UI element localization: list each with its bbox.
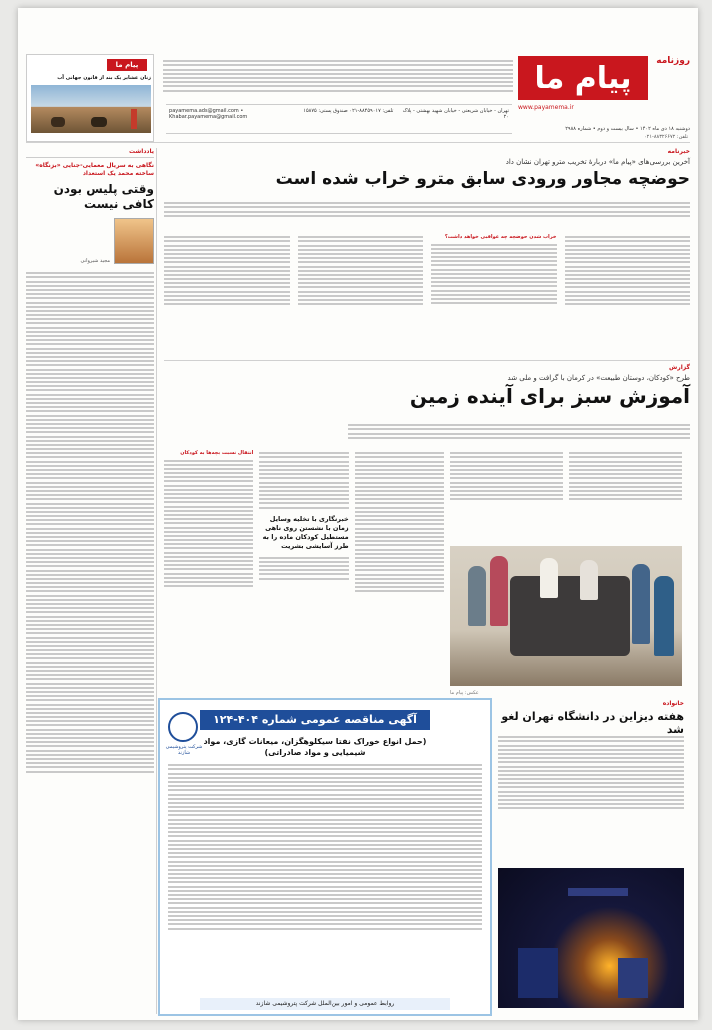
masthead-phone: تلفن: ۸۸۳۲۶۶۷۲-۰۲۱ [643,134,688,140]
lead-story [164,148,690,189]
contact-bar [166,104,512,134]
second-columns [450,450,682,540]
lead-body-top [164,200,690,230]
left-column [26,148,154,1008]
left-headline: وقتی پلیس بودن کافی نیست [53,182,154,211]
masthead-staff-box [163,58,513,98]
second-headline: آموزش سبز برای آینده زمین [409,384,690,408]
author-name: مجید شیروانی [80,258,110,264]
second-intro [348,422,690,446]
bottom-body [498,734,684,854]
bottom-story [498,700,684,736]
lead-headline: حوضچه مجاور ورودی سابق مترو خراب شده است [275,169,690,189]
masthead-logo: پیام ما [518,56,648,100]
contact-phone: تلفن: ۸۸۴۵۹۰۱۷-۰۲۱ صندوق پستی: ۱۵۸۷۵ [303,108,394,114]
second-story-header [164,364,690,408]
children-photo [450,546,682,686]
company-logo-icon [168,712,198,742]
bottom-headline: هفته دیزاین در دانشگاه تهران لغو شد [501,710,684,736]
side-title: انتقال نسبت بچه‌ها به کودکان [180,450,254,456]
mini-thumbnail [26,54,154,142]
tender-advertisement [158,698,492,1016]
masthead-date: دوشنبه ۱۸ دی ماه ۱۴۰۲ • سال بیست و دوم • شماره ۲۹۸۸ [565,126,690,132]
poster-board [510,576,630,656]
lead-kicker: خبرنامه [667,148,690,155]
left-kicker: یادداشت [26,148,154,158]
masthead-website: www.payamema.ir [518,104,574,111]
contact-address: تهران - خیابان شریعتی - خیابان شهید بهشتی - پلاک ۲۰ [402,108,509,120]
second-kicker: گزارش [668,364,690,371]
company-name: شرکت پتروشیمی شازند [165,744,203,756]
mini-logo: پیام ما [107,59,147,71]
contact-email: payamema.ads@gmail.com • Khabar.payamema@gmail.com [169,108,248,120]
lead-body-columns [164,234,690,354]
mini-headline: زنان عشایر یک بند از قانون جهانی آب [57,75,151,81]
ad-title: آگهی مناقصه عمومی شماره ۴۰۴-۱۲۴ [200,710,430,730]
masthead-label: روزنامه [656,56,690,66]
lead-subhead: آخرین بررسی‌های «پیام ما» دربارهٔ تخریب مترو تهران نشان داد [505,158,690,166]
second-side-columns [164,450,444,690]
mini-photo [31,85,151,133]
left-lead: نگاهی به سریال معمایی-جنایی «بزنگاه» ساخته محمد یک استعداد [35,162,154,177]
pull-quote: خبرنگاری با تخلیه وسایل زمان با نشستن روی ناهی مستطیل کودکان ماده را به طرز آسایشی بشریت [262,514,349,550]
author-avatar [114,218,154,264]
ad-footer: روابط عمومی و امور بین‌الملل شرکت پتروشیمی شازند [200,998,450,1010]
night-campus-photo [498,868,684,1008]
lead-subtitle: خراب شدن حوضچه چه عواقبی خواهد داشت؟ [444,234,557,240]
newspaper-page [18,8,698,1020]
second-subhead: طرح «کودکان، دوستان طبیعت» در کرمان با گرافت و ملی شد [507,374,690,382]
photo-credit: عکس: پیام ما [450,690,479,696]
bottom-kicker: خانواده [662,700,684,707]
ad-body [168,762,482,982]
ad-subtitle: (حمل انواع خوراک نفتا سیکلوهگزان، میعانات گازی، مواد شیمیایی و مواد صادراتی) [203,737,427,757]
